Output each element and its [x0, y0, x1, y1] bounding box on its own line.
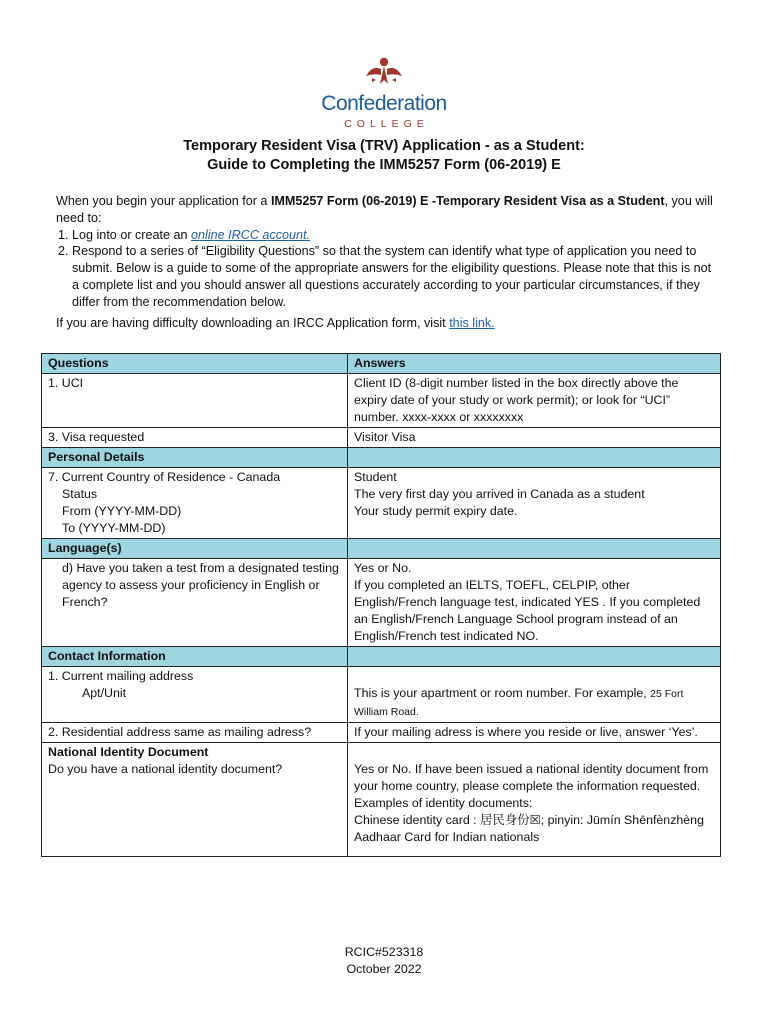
ircc-account-link[interactable]: online IRCC account. — [191, 227, 311, 242]
footer — [0, 944, 768, 978]
table-row — [42, 723, 721, 743]
spacer — [354, 744, 714, 761]
table-row — [42, 743, 721, 857]
residence-question — [42, 468, 348, 539]
status-answer: Student — [354, 470, 397, 484]
from-question: From (YYYY-MM-DD) — [62, 504, 182, 518]
language-answer-line-2: If you completed an IELTS, TOEFL, CELPIP, other English/French language test, indicated YES . If you completed an English/French Language School program instead of an English/French test indicated NO. — [354, 578, 701, 643]
answers-header: Answers — [348, 354, 721, 374]
section-row-language — [42, 539, 721, 559]
footer-date: October 2022 — [346, 962, 422, 976]
section-blank-cell — [348, 448, 721, 468]
table-row — [42, 374, 721, 428]
document-title — [0, 137, 768, 175]
steps-list — [56, 227, 716, 311]
uci-answer: Client ID (8-digit number listed in the box directly above the expiry date of your study or work permit); or look for “UCI” number. xxxx-xxxx or xxxxxxxx — [348, 374, 721, 428]
language-question: d) Have you taken a test from a designated testing agency to assess your proficiency in English or French? — [62, 561, 339, 609]
table-header-row — [42, 354, 721, 374]
intro-text-end: , you will need to: — [56, 194, 713, 225]
personal-details-heading: Personal Details — [42, 448, 348, 468]
mailing-address-answer — [348, 667, 721, 723]
language-question-cell — [42, 559, 348, 647]
spacer — [354, 668, 714, 685]
identity-answer-line-1: Yes or No. If have been issued a national identity document from your home country, please complete the information requested. — [354, 762, 709, 793]
apt-unit-question: Apt/Unit — [82, 686, 127, 700]
language-heading: Language(s) — [42, 539, 348, 559]
from-answer: The very first day you arrived in Canada as a student — [354, 487, 645, 501]
apt-unit-example: 25 Fort William Road. — [354, 688, 684, 718]
residence-answer — [348, 468, 721, 539]
title-line-2: Guide to Completing the IMM5257 Form (06-2019) E — [207, 157, 561, 173]
download-help-text: If you are having difficulty downloading an IRCC Application form, visit — [56, 315, 450, 330]
intro-text: When you begin your application for a — [56, 194, 271, 208]
visa-question: 3. Visa requested — [42, 428, 348, 448]
mailing-address-question — [42, 667, 348, 723]
identity-document-question-text: Do you have a national identity document? — [48, 762, 283, 776]
status-question: Status — [62, 487, 98, 501]
intro-section — [56, 193, 716, 331]
apt-unit-answer — [354, 685, 714, 721]
contact-information-heading: Contact Information — [42, 647, 348, 667]
section-blank-cell — [348, 647, 721, 667]
identity-document-question — [42, 743, 348, 857]
mailing-address-line: 1. Current mailing address — [48, 669, 194, 683]
identity-document-heading: National Identity Document — [48, 745, 209, 759]
to-answer: Your study permit expiry date. — [354, 504, 518, 518]
residence-question-line: 7. Current Country of Residence - Canada — [48, 470, 281, 484]
step-2: 2. Respond to a series of “Eligibility Questions” so that the system can identify what type of application you need to submit. Below is a guide to some of the appropriate answers for the eligibility questions. Please note that this is not a complete list and you should answer all questions accurately according to your particular circumstances, if they differ from the recommendation below. — [72, 243, 716, 310]
apt-unit-answer-text: This is your apartment or room number. For example, — [354, 686, 651, 700]
to-question: To (YYYY-MM-DD) — [62, 521, 166, 535]
step-1 — [72, 227, 716, 244]
eligibility-table — [41, 353, 721, 857]
questions-header: Questions — [42, 354, 348, 374]
identity-answer-line-3: Chinese identity card : 居民身份☒; pinyin: Jūmín Shēnfènzhèng — [354, 813, 704, 827]
intro-paragraph — [56, 193, 716, 227]
logo-subtitle: COLLEGE — [344, 118, 429, 130]
language-answer — [348, 559, 721, 647]
identity-answer-line-2: Examples of identity documents: — [354, 796, 533, 810]
table-row — [42, 559, 721, 647]
residential-address-question: 2. Residential address same as mailing adress? — [42, 723, 348, 743]
download-help-paragraph — [56, 315, 716, 332]
rcic-number: RCIC#523318 — [344, 945, 424, 959]
table-row — [42, 428, 721, 448]
section-blank-cell — [348, 539, 721, 559]
identity-answer-line-4: Aadhaar Card for Indian nationals — [354, 830, 540, 844]
identity-document-answer — [348, 743, 721, 857]
logo-name: Confederation — [321, 92, 447, 115]
section-row-contact — [42, 647, 721, 667]
language-answer-line-1: Yes or No. — [354, 561, 412, 575]
table-row — [42, 667, 721, 723]
college-crest-icon — [362, 56, 406, 90]
section-row-personal — [42, 448, 721, 468]
download-help-link[interactable]: this link. — [449, 315, 495, 330]
uci-question: 1. UCI — [42, 374, 348, 428]
title-line-1: Temporary Resident Visa (TRV) Application - as a Student: — [183, 138, 585, 154]
residential-address-answer: If your mailing adress is where you reside or live, answer ‘Yes’. — [348, 723, 721, 743]
college-logo — [0, 56, 768, 131]
form-name: IMM5257 Form (06-2019) E -Temporary Resident Visa as a Student — [270, 194, 665, 208]
table-row — [42, 468, 721, 539]
visa-answer: Visitor Visa — [348, 428, 721, 448]
step-1-text: Log into or create an — [72, 227, 192, 242]
